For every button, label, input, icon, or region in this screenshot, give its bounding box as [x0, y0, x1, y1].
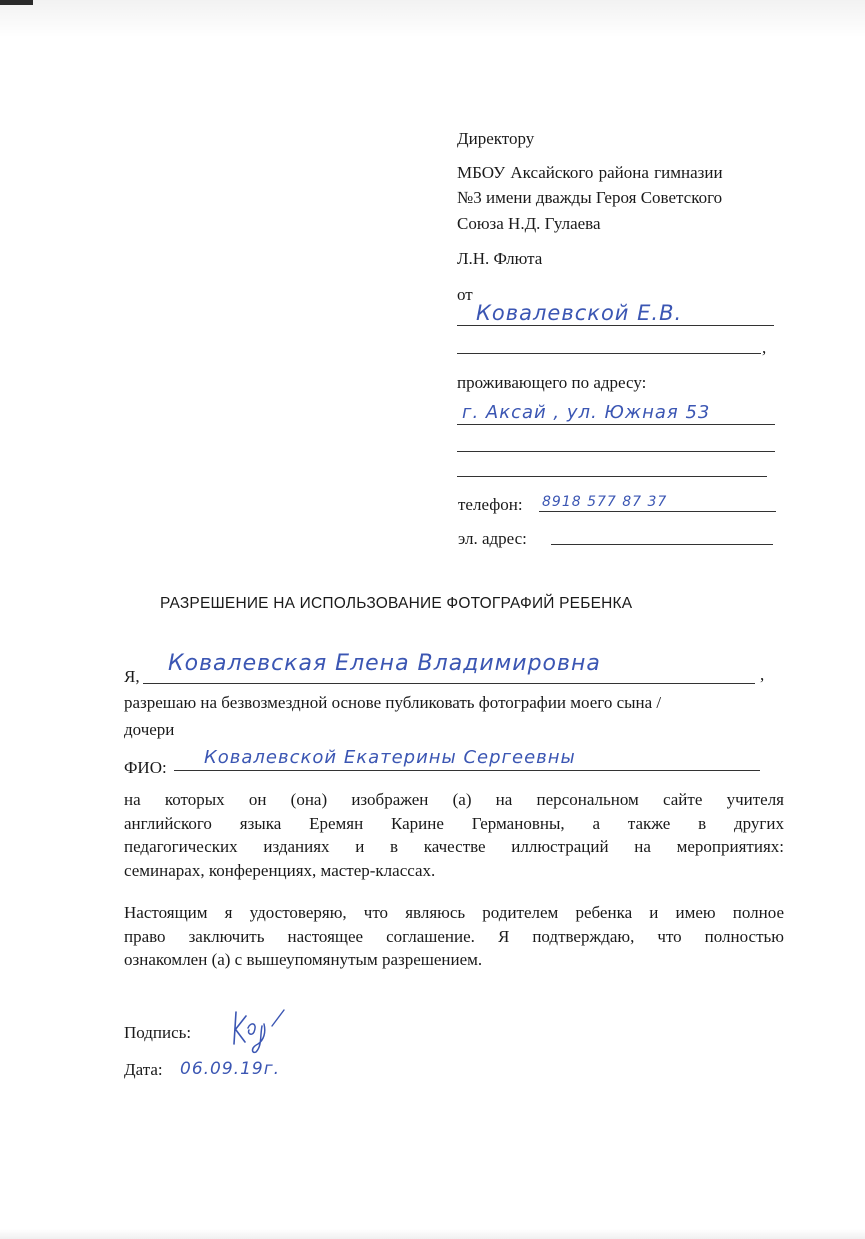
- address-label: проживающего по адресу:: [457, 373, 647, 392]
- i-line: [143, 683, 755, 684]
- handwritten-signature: [232, 1006, 292, 1056]
- paragraph-2-line-1: Настоящим я удостоверяю, что являюсь родителем ребенка и имею полное: [124, 903, 784, 922]
- from-line-1: [457, 325, 774, 326]
- permit-line-2: дочери: [124, 720, 175, 739]
- director-name: Л.Н. Флюта: [457, 249, 543, 268]
- org-line-3: Союза Н.Д. Гулаева: [457, 214, 601, 233]
- fio-label: ФИО:: [124, 758, 167, 777]
- address-line-1: [457, 424, 775, 425]
- paragraph-1-line-4: семинарах, конференциях, мастер-классах.: [124, 860, 436, 880]
- from-label: от: [457, 285, 473, 304]
- scan-corner-mark: [0, 0, 33, 5]
- from-handwritten-value: Ковалевской Е.В.: [476, 301, 683, 325]
- from-comma: ,: [762, 338, 767, 357]
- org-line-1: МБОУ Аксайского района гимназии: [457, 163, 723, 182]
- fio-handwritten-value: Ковалевской Екатерины Сергеевны: [204, 747, 576, 768]
- address-line-2: [457, 451, 775, 452]
- org-line-2: №3 имени дважды Героя Советского: [457, 188, 723, 207]
- address-line-3: [457, 476, 767, 477]
- phone-handwritten-value: 8918 577 87 37: [542, 494, 668, 510]
- email-label: эл. адрес:: [458, 529, 527, 548]
- address-handwritten-value: г. Аксай , ул. Южная 53: [462, 402, 711, 423]
- scan-shadow-bottom: [0, 1229, 865, 1239]
- email-line: [551, 544, 773, 545]
- i-comma: ,: [760, 665, 765, 684]
- paragraph-2: [124, 901, 784, 972]
- paragraph-1-line-3: педагогических изданиях и в качестве иллюстраций на мероприятиях:: [124, 837, 784, 856]
- fio-line: [174, 770, 760, 771]
- addressee-title: Директору: [457, 129, 535, 148]
- date-handwritten-value: 06.09.19г.: [180, 1059, 281, 1079]
- phone-line: [539, 511, 776, 512]
- paragraph-1-line-2: английского языка Еремян Карине Германовны, а также в других: [124, 813, 784, 833]
- paragraph-1-line-1: на которых он (она) изображен (а) на персональном сайте учителя: [124, 790, 784, 809]
- permit-line-1: разрешаю на безвозмездной основе публиковать фотографии моего сына /: [124, 693, 662, 712]
- signature-label: Подпись:: [124, 1023, 192, 1042]
- scan-shadow-top: [0, 0, 865, 38]
- date-label: Дата:: [124, 1060, 163, 1079]
- i-handwritten-name: Ковалевская Елена Владимировна: [168, 651, 601, 676]
- paragraph-1: [124, 788, 784, 882]
- phone-label: телефон:: [458, 495, 523, 514]
- paragraph-2-line-2: право заключить настоящее соглашение. Я подтверждаю, что полностью: [124, 926, 784, 946]
- document-title: РАЗРЕШЕНИЕ НА ИСПОЛЬЗОВАНИЕ ФОТОГРАФИЙ РЕБЕНКА: [160, 595, 633, 612]
- i-label: Я,: [124, 667, 140, 686]
- paragraph-2-line-3: ознакомлен (а) с вышеупомянутым разрешением.: [124, 950, 483, 969]
- from-line-2: [457, 353, 761, 354]
